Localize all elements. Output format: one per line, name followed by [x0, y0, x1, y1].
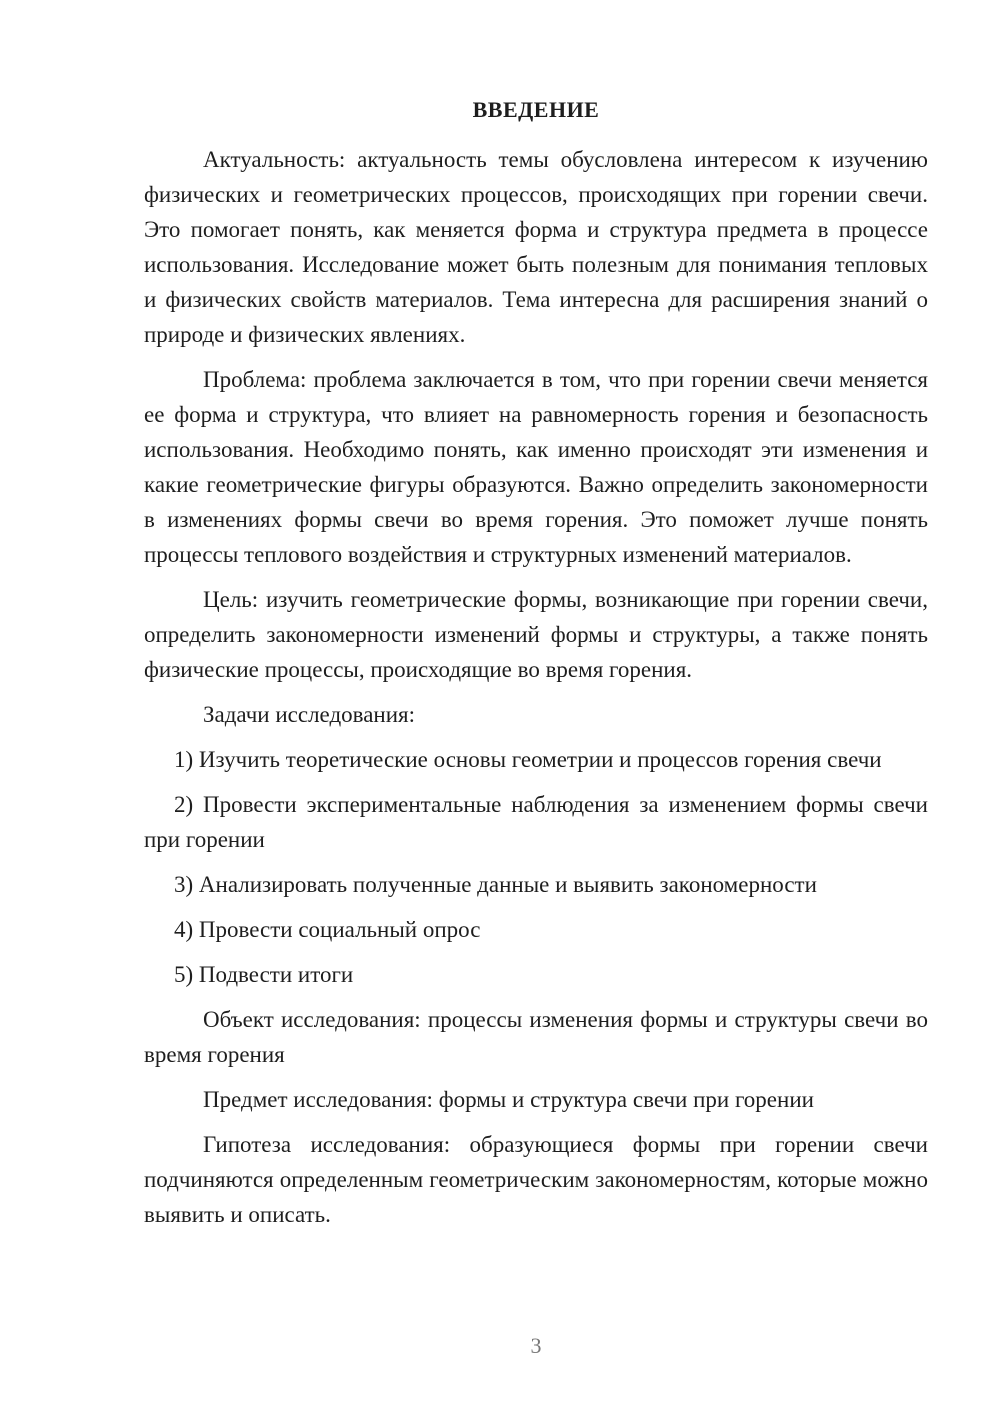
page-number: 3	[530, 1333, 542, 1358]
subject-paragraph: Предмет исследования: формы и структура свечи при горении	[203, 1087, 814, 1112]
tasks-list	[144, 742, 928, 992]
page-title: ВВЕДЕНИЕ	[472, 97, 600, 122]
list-item: 4) Провести социальный опрос	[174, 917, 481, 942]
goal-paragraph: Цель: изучить геометрические формы, возникающие при горении свечи, определить закономерности изменений формы и структуры, а также понять физические процессы, происходящие во время горения.	[144, 587, 928, 682]
list-item: 2) Провести экспериментальные наблюдения за изменением формы свечи при горении	[144, 792, 928, 852]
document-body	[144, 142, 928, 1242]
problem-paragraph: Проблема: проблема заключается в том, что при горении свечи меняется ее форма и структура, что влияет на равномерность горения и безопасность использования. Необходимо понять, как именно происходят эти изменения и какие геометрические фигуры образуются. Важно определить закономерности в изменениях формы свечи во время горения. Это поможет лучше понять процессы теплового воздействия и структурных изменений материалов.	[144, 367, 928, 567]
hypothesis-paragraph: Гипотеза исследования: образующиеся формы при горении свечи подчиняются определенным геометрическим закономерностям, которые можно выявить и описать.	[144, 1132, 928, 1227]
list-item: 5) Подвести итоги	[174, 962, 354, 987]
tasks-heading: Задачи исследования:	[203, 702, 416, 727]
list-item: 1) Изучить теоретические основы геометрии и процессов горения свечи	[174, 747, 882, 772]
object-paragraph: Объект исследования: процессы изменения формы и структуры свечи во время горения	[144, 1007, 928, 1067]
relevance-paragraph: Актуальность: актуальность темы обусловлена интересом к изучению физических и геометрических процессов, происходящих при горении свечи. Это помогает понять, как меняется форма и структура предмета в процессе использования. Исследование может быть полезным для понимания тепловых и физических свойств материалов. Тема интересна для расширения знаний о природе и физических явлениях.	[144, 147, 928, 347]
list-item: 3) Анализировать полученные данные и выявить закономерности	[174, 872, 817, 897]
